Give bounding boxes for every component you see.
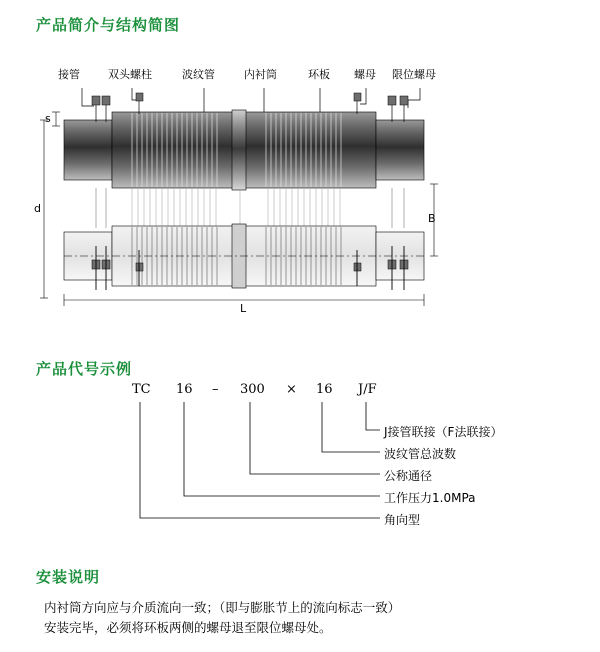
install-line-2: 安装完毕，必须将环板两侧的螺母退至限位螺母处。	[44, 620, 332, 635]
section-title-install: 安装说明	[36, 568, 101, 586]
section-title-diagram: 产品简介与结构简图	[36, 16, 181, 34]
dimension-label-B: B	[428, 212, 436, 225]
diagram-top-view	[64, 93, 424, 190]
code-leader-lines	[36, 398, 556, 548]
callout-label-xianweiluomu: 限位螺母	[392, 68, 436, 81]
section-title-code: 产品代号示例	[36, 360, 133, 378]
install-line-1: 内衬筒方向应与介质流向一致；（即与膨胀节上的流向标志一致）	[44, 600, 401, 615]
code-desc-4: 角向型	[384, 513, 421, 527]
code-desc-1: 波纹管总波数	[384, 447, 457, 461]
code-desc-3: 工作压力1.0MPa	[384, 491, 476, 505]
code-desc-2: 公称通径	[384, 469, 433, 483]
dimension-label-d: d	[34, 202, 41, 215]
callout-label-huanban: 环板	[308, 68, 330, 81]
callout-label-luomu: 螺母	[354, 68, 376, 81]
code-token-16a: 16	[176, 382, 193, 397]
code-token-jf: J/F	[358, 382, 377, 397]
callout-label-jieguan: 接管	[58, 68, 80, 81]
dimension-label-s: s	[45, 112, 51, 125]
diagram-bottom-view	[64, 224, 424, 290]
code-token-16b: 16	[316, 382, 333, 397]
callout-label-shuangtouluozhu: 双头螺柱	[108, 68, 152, 81]
install-instructions	[44, 598, 564, 638]
code-token-times: ×	[286, 382, 297, 397]
diagram-svg	[36, 60, 536, 310]
diagram-tie-rods	[96, 188, 404, 228]
code-desc-0: J接管联接（F法联接）	[384, 425, 503, 439]
code-token-tc: TC	[132, 382, 151, 397]
code-token-300: 300	[240, 382, 265, 397]
callout-label-bowenguan: 波纹管	[182, 68, 215, 81]
callout-label-neichentong: 内衬筒	[244, 68, 277, 81]
dimension-label-L: L	[240, 302, 247, 315]
product-structure-diagram	[34, 60, 536, 315]
product-code-example	[36, 382, 556, 542]
code-token-dash: –	[212, 382, 219, 397]
